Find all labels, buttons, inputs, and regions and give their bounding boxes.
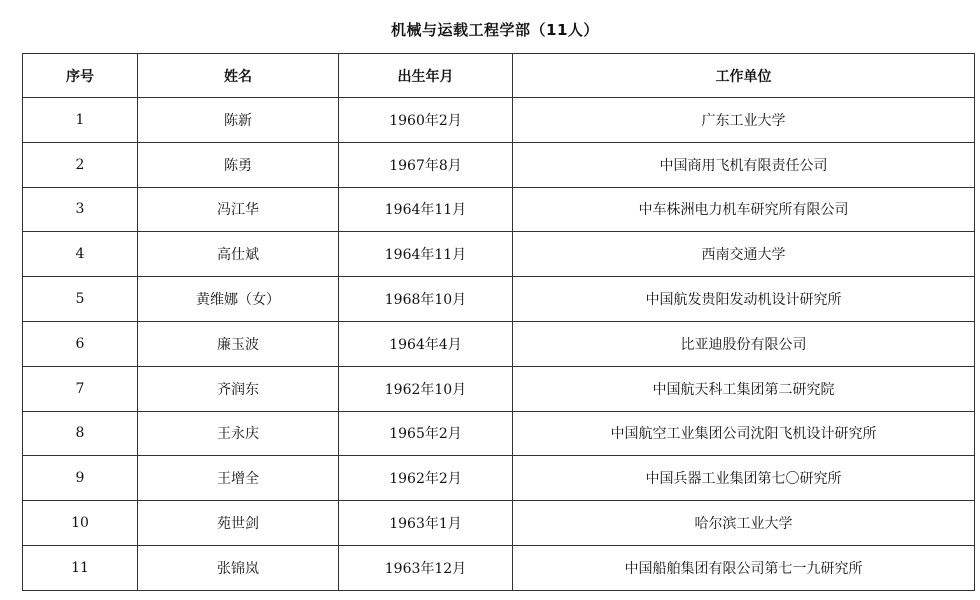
row-index-cell: 7 — [23, 366, 138, 411]
row-index-cell: 1 — [23, 98, 138, 143]
table-row — [23, 456, 975, 501]
row-birth-cell: 1968年10月 — [339, 277, 513, 322]
row-birth-cell: 1963年12月 — [339, 545, 513, 590]
row-employer-cell: 广东工业大学 — [513, 98, 975, 143]
row-name-cell: 齐润东 — [138, 366, 339, 411]
row-index-cell: 2 — [23, 142, 138, 187]
row-birth-cell: 1964年11月 — [339, 232, 513, 277]
row-name-cell: 陈新 — [138, 98, 339, 143]
row-birth-cell: 1965年2月 — [339, 411, 513, 456]
row-birth-cell: 1962年2月 — [339, 456, 513, 501]
row-name-cell: 高仕斌 — [138, 232, 339, 277]
header-cell-birth: 出生年月 — [339, 54, 513, 98]
row-name-cell: 王永庆 — [138, 411, 339, 456]
row-birth-cell: 1964年4月 — [339, 321, 513, 366]
table-row — [23, 545, 975, 590]
row-index-cell: 9 — [23, 456, 138, 501]
row-employer-cell: 西南交通大学 — [513, 232, 975, 277]
row-birth-cell: 1960年2月 — [339, 98, 513, 143]
header-cell-name: 姓名 — [138, 54, 339, 98]
row-employer-cell: 哈尔滨工业大学 — [513, 501, 975, 546]
row-index-cell: 4 — [23, 232, 138, 277]
table-row — [23, 321, 975, 366]
row-birth-cell: 1967年8月 — [339, 142, 513, 187]
row-name-cell: 陈勇 — [138, 142, 339, 187]
row-employer-cell: 中国船舶集团有限公司第七一九研究所 — [513, 545, 975, 590]
row-employer-cell: 中国航天科工集团第二研究院 — [513, 366, 975, 411]
table-header-row — [23, 54, 975, 98]
row-name-cell: 苑世剑 — [138, 501, 339, 546]
row-birth-cell: 1964年11月 — [339, 187, 513, 232]
row-index-cell: 5 — [23, 277, 138, 322]
table-row — [23, 501, 975, 546]
page-title: 机械与运载工程学部（11人） — [391, 21, 599, 39]
row-employer-cell: 比亚迪股份有限公司 — [513, 321, 975, 366]
row-employer-cell: 中国航空工业集团公司沈阳飞机设计研究所 — [513, 411, 975, 456]
table-row — [23, 142, 975, 187]
row-name-cell: 冯江华 — [138, 187, 339, 232]
table-row — [23, 98, 975, 143]
row-birth-cell: 1963年1月 — [339, 501, 513, 546]
members-table — [22, 53, 975, 591]
table-row — [23, 411, 975, 456]
row-index-cell: 10 — [23, 501, 138, 546]
row-name-cell: 王增全 — [138, 456, 339, 501]
table-row — [23, 187, 975, 232]
row-index-cell: 8 — [23, 411, 138, 456]
row-employer-cell: 中国航发贵阳发动机设计研究所 — [513, 277, 975, 322]
row-name-cell: 廉玉波 — [138, 321, 339, 366]
row-name-cell: 张锦岚 — [138, 545, 339, 590]
members-table-container — [22, 53, 974, 591]
row-birth-cell: 1962年10月 — [339, 366, 513, 411]
row-employer-cell: 中车株洲电力机车研究所有限公司 — [513, 187, 975, 232]
table-row — [23, 277, 975, 322]
row-index-cell: 3 — [23, 187, 138, 232]
row-index-cell: 11 — [23, 545, 138, 590]
table-row — [23, 366, 975, 411]
header-cell-employer: 工作单位 — [513, 54, 975, 98]
row-name-cell: 黄维娜（女） — [138, 277, 339, 322]
table-row — [23, 232, 975, 277]
header-cell-index: 序号 — [23, 54, 138, 98]
row-index-cell: 6 — [23, 321, 138, 366]
row-employer-cell: 中国兵器工业集团第七〇研究所 — [513, 456, 975, 501]
row-employer-cell: 中国商用飞机有限责任公司 — [513, 142, 975, 187]
